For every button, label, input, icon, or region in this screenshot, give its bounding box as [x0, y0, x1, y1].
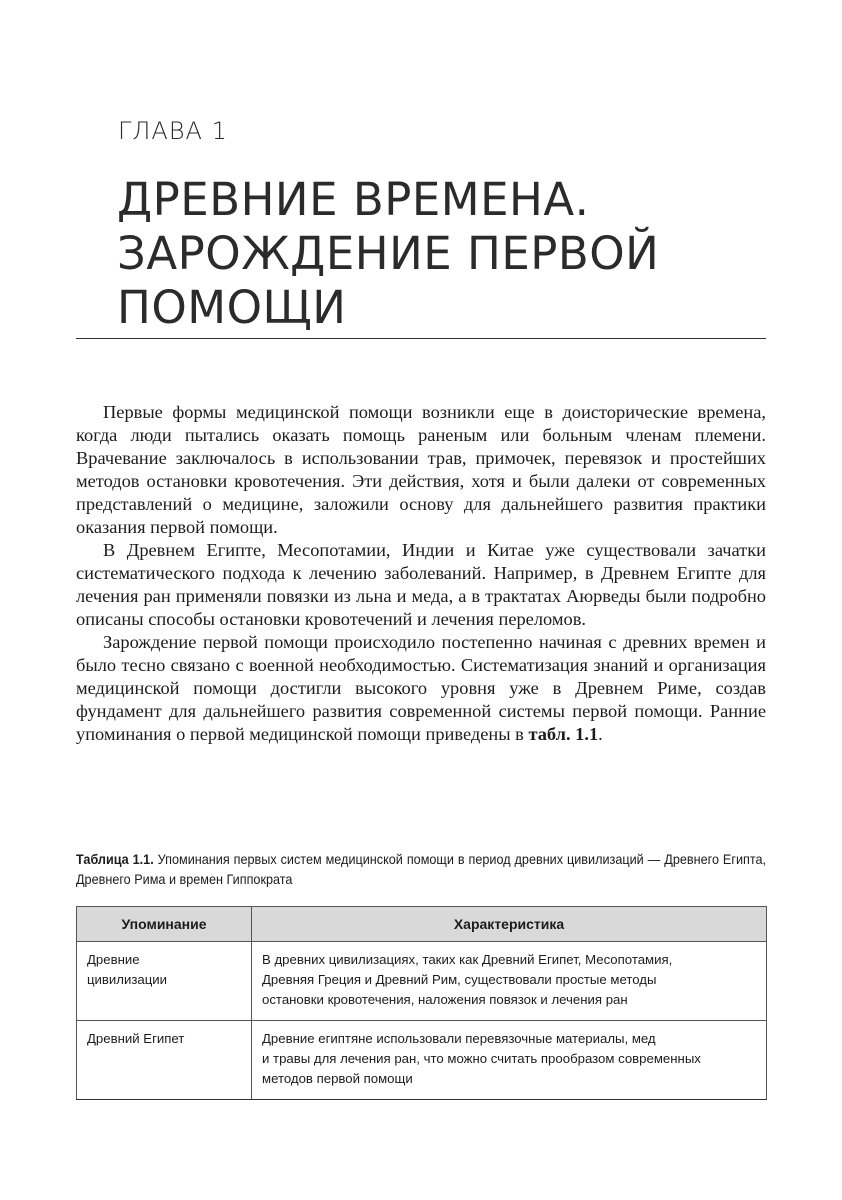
title-divider: [76, 338, 766, 339]
cell-text: Древние египтяне использовали перевязочные материалы, мед и травы для лечения ран, что можно считать прообразом современных методов первой помощи: [262, 1031, 701, 1086]
chapter-title: [117, 173, 757, 335]
chapter-label: ГЛАВА 1: [118, 117, 228, 145]
paragraph: В Древнем Египте, Месопотамии, Индии и Китае уже существовали зачатки систематического подхода к лечению заболеваний. Например, в Древнем Египте для лечения ран применяли повязки из льна и меда, а в трактатах Аюрведы были подробно описаны способы остановки кровотечений и лечения переломов.: [76, 540, 766, 629]
paragraph: Первые формы медицинской помощи возникли еще в доисторические времена, когда люди пытались оказать помощь раненым или больным членам племени. Врачевание заключалось в использовании трав, примочек, перевязок и простейших методов остановки кровотечения. Эти действия, хотя и были далеки от современных представлений о медицине, заложили основу для дальнейшего развития практики оказания первой помощи.: [76, 402, 766, 537]
table-cell-description: [252, 1021, 767, 1100]
cell-text: В древних цивилизациях, таких как Древний Египет, Месопотамия, Древняя Греция и Древний Рим, существовали простые методы остановки кровотечения, наложения повязок и лечения ран: [262, 952, 673, 1007]
table-header-cell: Упоминание: [77, 907, 252, 942]
cell-text: Древние цивилизации: [87, 952, 168, 987]
table-caption: [76, 850, 766, 890]
paragraph-text: Зарождение первой помощи происходило постепенно начиная с древних времен и было тесно связано с военной необходимостью. Систематизация знаний и организация медицинской помощи достигли высокого уровня уже в Древнем Риме, создав фундамент для дальнейшего развития современной системы первой помощи. Ранние упоминания о первой медицинской помощи приведены в: [76, 632, 766, 744]
table-reference: табл. 1.1: [528, 724, 599, 744]
table-row: [77, 942, 767, 1021]
chapter-title-line: ДРЕВНИЕ ВРЕМЕНА.: [117, 173, 590, 226]
table-header-cell: Характеристика: [252, 907, 767, 942]
body-text: [76, 401, 766, 746]
table-cell-mention: [77, 942, 252, 1021]
chapter-title-line: ПОМОЩИ: [117, 281, 347, 334]
paragraph: [76, 631, 766, 746]
cell-text: Древний Египет: [87, 1031, 185, 1046]
table-row: [77, 1021, 767, 1100]
table-header-row: [77, 907, 767, 942]
table-cell-mention: [77, 1021, 252, 1100]
table-caption-label: Таблица 1.1.: [76, 852, 154, 867]
table-caption-text: Упоминания первых систем медицинской помощи в период древних цивилизаций — Древнего Египта, Древнего Рима и времен Гиппократа: [76, 852, 767, 887]
paragraph-end: .: [598, 724, 603, 744]
data-table: [76, 906, 767, 1100]
chapter-title-line: ЗАРОЖДЕНИЕ ПЕРВОЙ: [117, 227, 660, 280]
table-cell-description: [252, 942, 767, 1021]
